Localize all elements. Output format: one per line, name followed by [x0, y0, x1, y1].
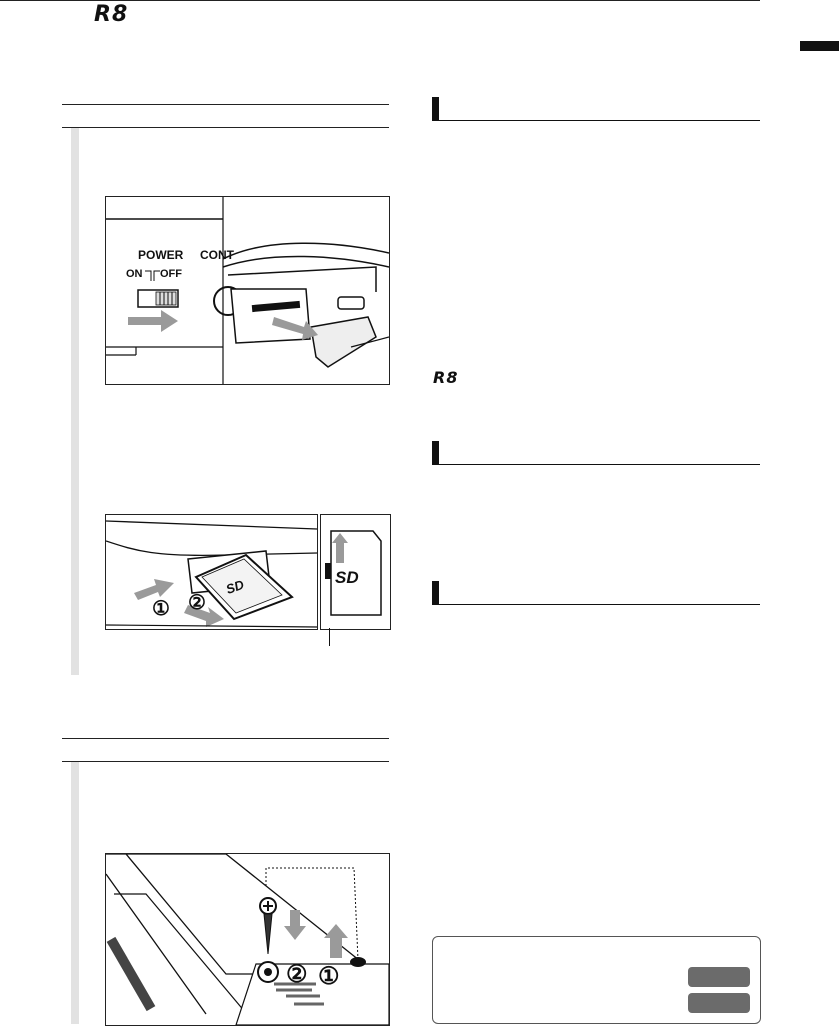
power-label: POWER [138, 248, 184, 262]
lock-card-sd-logo: SD [335, 568, 359, 587]
section-header-2 [432, 441, 760, 465]
off-label: OFF [160, 268, 182, 280]
section-header-1 [432, 97, 760, 121]
step1-top-rule [62, 104, 389, 105]
step2-top-rule [62, 738, 389, 739]
cover-step2-mark: ② [286, 961, 308, 988]
step2-side-bar [71, 762, 79, 1024]
battery-cover-figure [105, 853, 390, 1026]
section-index-tab [800, 41, 839, 51]
sd-card-figure [105, 514, 318, 630]
reference-button-2[interactable] [688, 993, 750, 1013]
cover-step1-mark: ① [318, 963, 340, 990]
header-rule [0, 0, 760, 1]
step1-mark: ① [152, 598, 170, 620]
reference-button-1[interactable] [688, 967, 750, 987]
inline-logo: R8 [433, 368, 459, 387]
slide-arrow-icon [128, 310, 178, 332]
eject-arrow-icon [134, 579, 174, 600]
cover-up-arrow-icon [330, 936, 342, 958]
header-logo: R8 [94, 2, 129, 27]
step2-mark: ② [188, 592, 206, 614]
step1-bottom-rule [62, 127, 389, 128]
screw-icon [264, 914, 272, 954]
cont-label: CONT [200, 248, 234, 262]
sd-card-lock-figure [320, 514, 391, 630]
step2-bottom-rule [62, 761, 389, 762]
step1-side-bar [71, 128, 79, 675]
card-sd-logo: SD [223, 576, 246, 597]
section-header-3 [432, 581, 760, 605]
on-label: ON [126, 268, 143, 280]
power-switch-figure [105, 196, 390, 385]
sd-callout-line [329, 628, 330, 646]
